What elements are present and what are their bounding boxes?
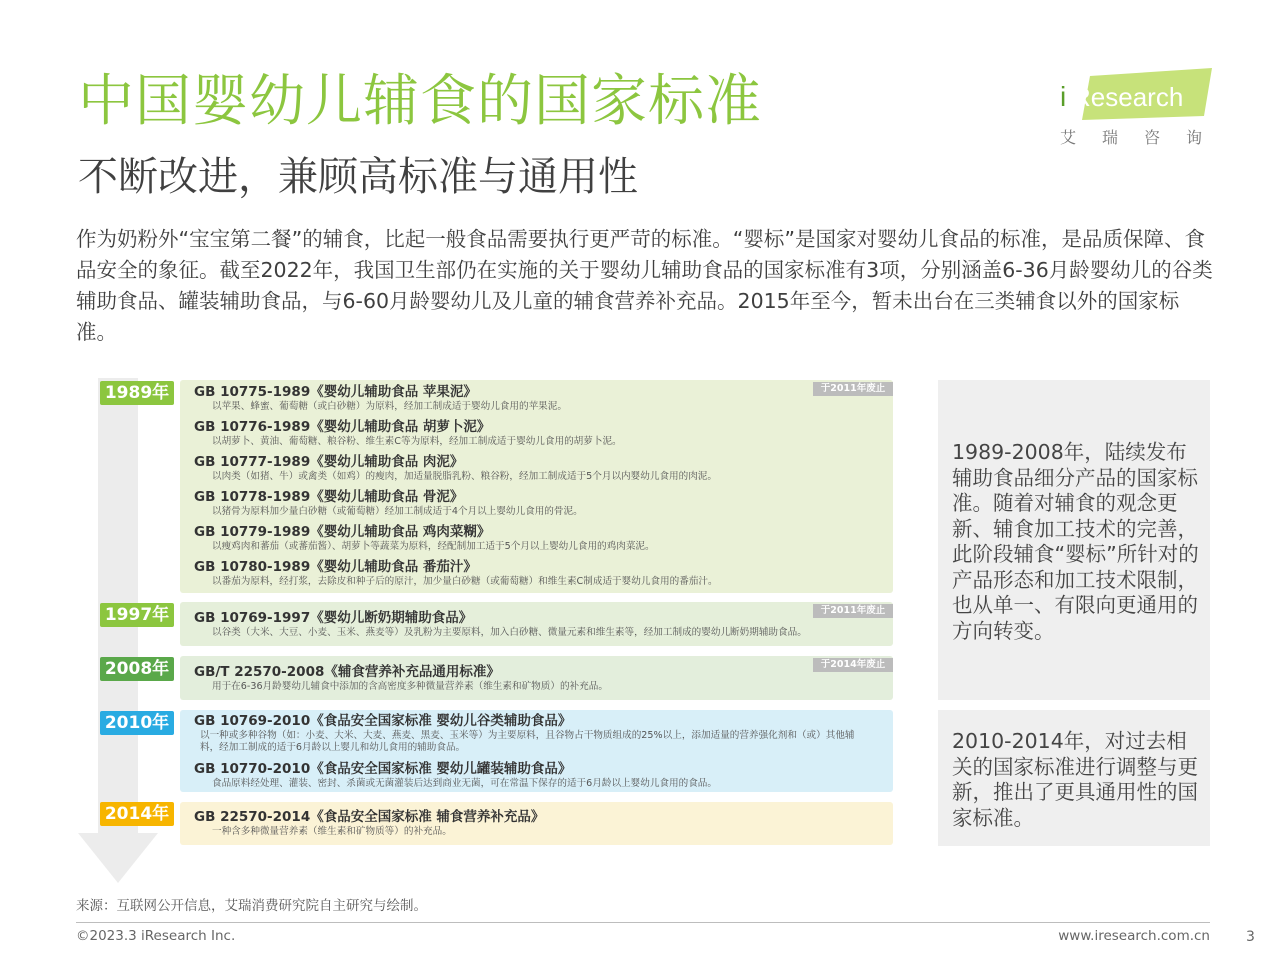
standard-code: GB 10776-1989《婴幼儿辅助食品 胡萝卜泥》 — [194, 419, 491, 435]
standard-desc: 食品原料经处理、灌装、密封、杀菌或无菌灌装后达到商业无菌，可在常温下保存的适于6月龄以上婴幼儿食用的食品。 — [212, 778, 717, 789]
website-link[interactable]: www.iresearch.com.cn — [1058, 928, 1210, 944]
standard-code: GB 22570-2014《食品安全国家标准 辅食营养补充品》 — [194, 809, 545, 825]
standard-desc: 以一种或多种谷物（如：小麦、大米、大麦、燕麦、黑麦、玉米等）为主要原料，且谷物占干物质组成的25%以上，添加适量的营养强化剂和（或）其他辅料，经加工制成的适于6月龄以上婴儿和幼儿食用的辅助食品。 — [200, 730, 855, 753]
footer-divider — [76, 922, 1210, 923]
standard-desc: 以苹果、蜂蜜、葡萄糖（或白砂糖）为原料，经加工制成适于婴幼儿食用的苹果泥。 — [212, 401, 567, 412]
standard-desc: 以谷类（大米、大豆、小麦、玉米、燕麦等）及乳粉为主要原料，加入白砂糖、微量元素和维生素等，经加工制成的婴幼儿断奶期辅助食品。 — [212, 627, 807, 638]
year-label-2008: 2008年 — [100, 657, 174, 681]
svg-text:i: i — [1060, 81, 1067, 112]
copyright: ©2023.3 iResearch Inc. — [76, 928, 236, 944]
source-note: 来源：互联网公开信息，艾瑞消费研究院自主研究与绘制。 — [76, 898, 427, 914]
standard-desc: 一种含多种微量营养素（维生素和矿物质等）的补充品。 — [212, 826, 452, 837]
standard-desc: 以肉类（如猪、牛）或禽类（如鸡）的瘦肉，加适量脱脂乳粉、粮谷粉，经加工制成适于5个月以内婴幼儿食用的肉泥。 — [212, 471, 717, 482]
standard-code: GB 10775-1989《婴幼儿辅助食品 苹果泥》 — [194, 384, 477, 400]
year-label-2010: 2010年 — [100, 711, 174, 735]
standard-code: GB/T 22570-2008《辅食营养补充品通用标准》 — [194, 664, 500, 680]
standard-code: GB 10769-1997《婴幼儿断奶期辅助食品》 — [194, 610, 473, 626]
svg-text:Research: Research — [1072, 82, 1184, 112]
standard-desc: 以猪骨为原料加少量白砂糖（或葡萄糖）经加工制成适于4个月以上婴幼儿食用的骨泥。 — [212, 506, 583, 517]
status-badge: 于2011年废止 — [813, 604, 893, 618]
logo-chinese: 艾瑞咨询 — [1060, 128, 1229, 147]
standard-code: GB 10770-2010《食品安全国家标准 婴幼儿罐装辅助食品》 — [194, 761, 572, 777]
intro-paragraph: 作为奶粉外“宝宝第二餐”的辅食，比起一般食品需要执行更严苛的标准。“婴标”是国家对婴幼儿食品的标准，是品质保障、食品安全的象征。截至2022年，我国卫生部仍在实施的关于婴幼儿辅助食品的国家标准有3项，分别涵盖6-36月龄婴幼儿的谷类辅助食品、罐装辅助食品，与6-60月龄婴幼儿及儿童的辅食营养补充品。2015年至今，暂未出台在三类辅食以外的国家标准。 — [76, 227, 1213, 344]
side-note-2: 2010-2014年，对过去相关的国家标准进行调整与更新，推出了更具通用性的国家标准。 — [952, 729, 1198, 830]
year-label-1997: 1997年 — [100, 603, 174, 627]
standard-code: GB 10769-2010《食品安全国家标准 婴幼儿谷类辅助食品》 — [194, 713, 572, 729]
side-note-1: 1989-2008年，陆续发布辅助食品细分产品的国家标准。随着对辅食的观念更新、辅食加工技术的完善，此阶段辅食“婴标”所针对的产品形态和加工技术限制，也从单一、有限向更通用的方向转变。 — [952, 440, 1199, 643]
standard-desc: 以番茄为原料，经打浆，去除皮和种子后的原汁，加少量白砂糖（或葡萄糖）和维生素C制成适于婴幼儿食用的番茄汁。 — [212, 576, 718, 587]
status-badge: 于2014年废止 — [813, 658, 893, 672]
standard-code: GB 10777-1989《婴幼儿辅助食品 肉泥》 — [194, 454, 464, 470]
year-label-2014: 2014年 — [100, 802, 174, 826]
standard-code: GB 10779-1989《婴幼儿辅助食品 鸡肉菜糊》 — [194, 524, 491, 540]
standard-desc: 以瘦鸡肉和蕃茄（或蕃茄酱）、胡萝卜等蔬菜为原料，经配制加工适于5个月以上婴幼儿食用的鸡肉菜泥。 — [212, 541, 655, 552]
page-subtitle: 不断改进，兼顾高标准与通用性 — [78, 154, 638, 200]
year-label-1989: 1989年 — [100, 381, 174, 405]
standard-desc: 用于在6-36月龄婴幼儿辅食中添加的含高密度多种微量营养素（维生素和矿物质）的补充品。 — [212, 681, 608, 692]
page-number: 3 — [1246, 929, 1255, 945]
standard-code: GB 10780-1989《婴幼儿辅助食品 番茄汁》 — [194, 559, 477, 575]
standard-desc: 以胡萝卜、黄油、葡萄糖、粮谷粉、维生素C等为原料，经加工制成适于婴幼儿食用的胡萝卜泥。 — [212, 436, 622, 447]
standard-code: GB 10778-1989《婴幼儿辅助食品 骨泥》 — [194, 489, 464, 505]
page-title: 中国婴幼儿辅食的国家标准 — [78, 69, 762, 134]
status-badge: 于2011年废止 — [813, 382, 893, 396]
